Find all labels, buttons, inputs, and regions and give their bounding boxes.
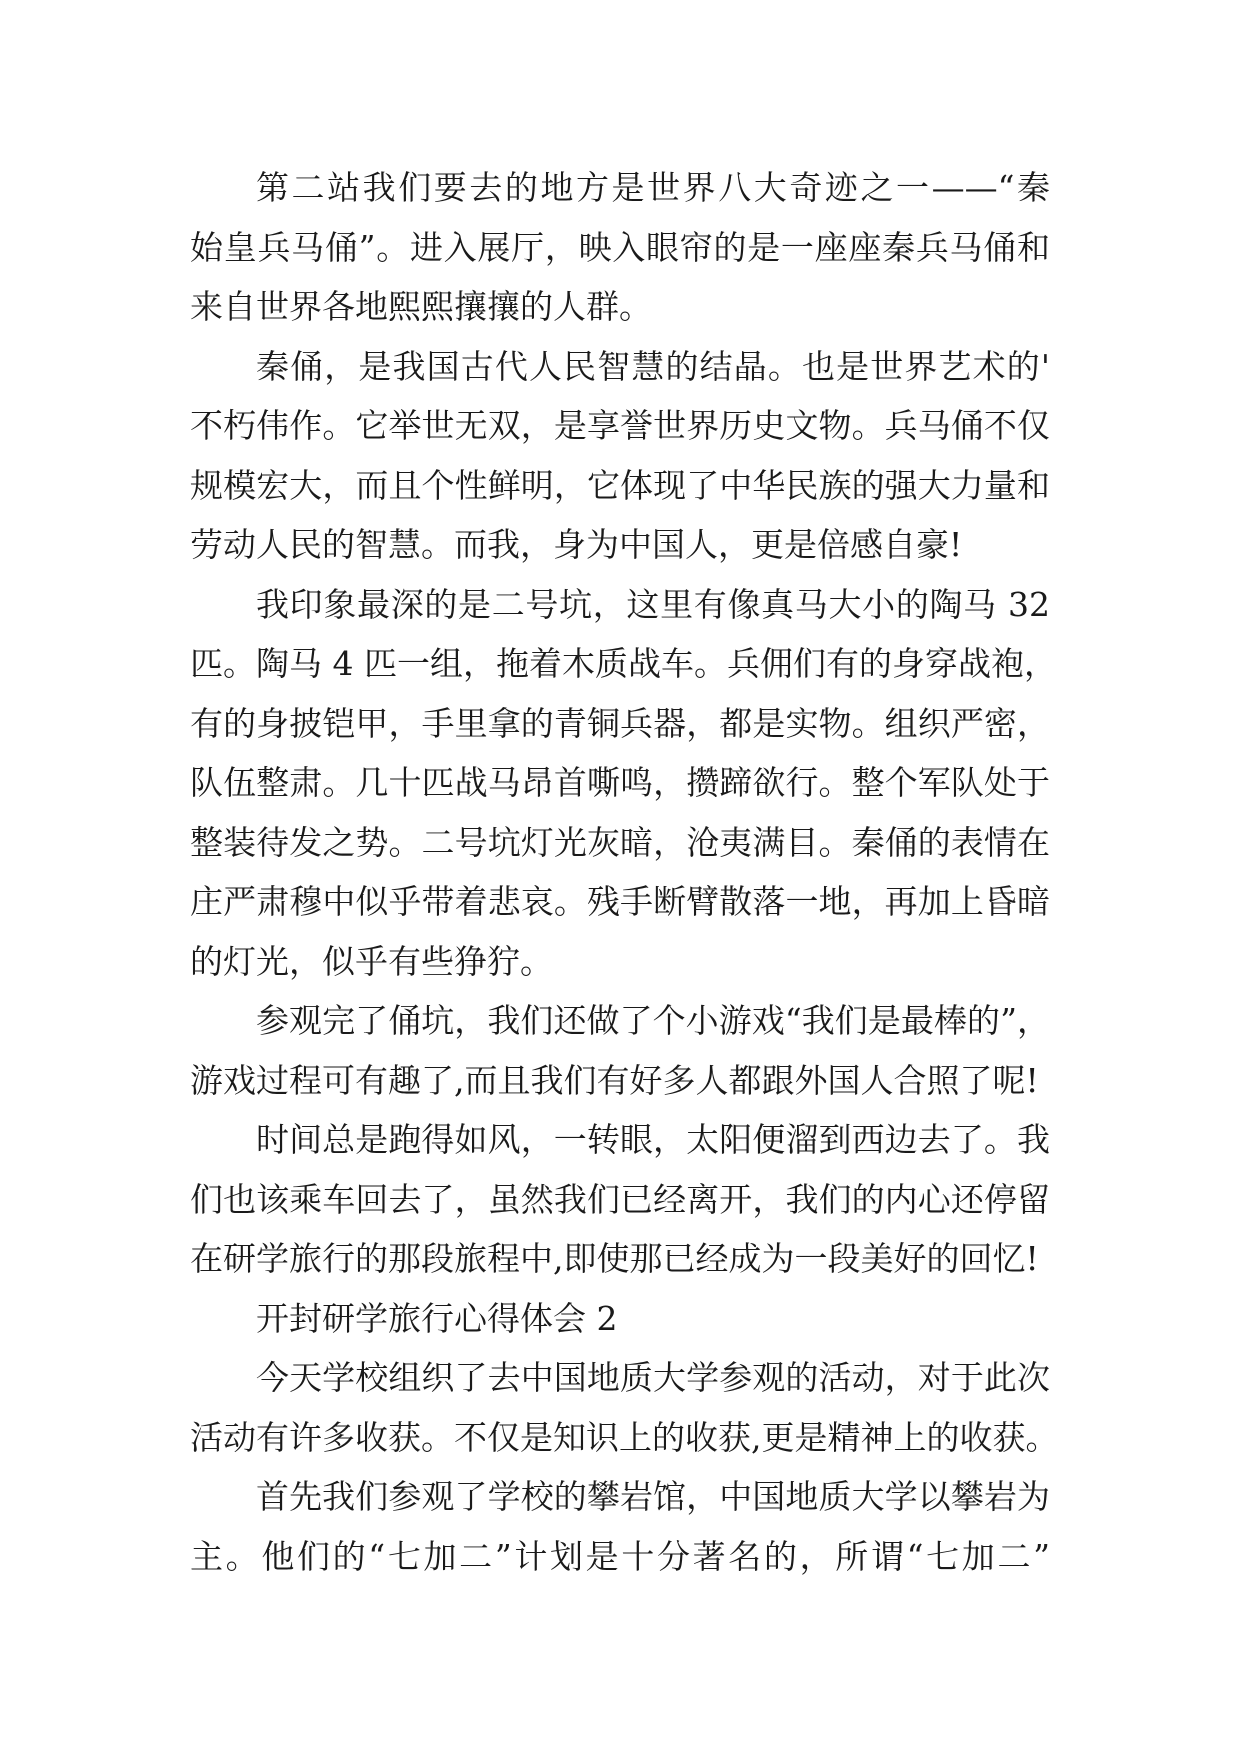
text-line: 的灯光，似乎有些狰狞。 (190, 941, 553, 981)
text-line: 不朽伟作。它举世无双，是享誉世界历史文物。兵马俑不仅 (190, 406, 1050, 445)
text-line: 在研学旅行的那段旅程中,即使那已经成为一段美好的回忆! (190, 1239, 1039, 1278)
text-line: 第二站我们要去的地方是世界八大奇迹之一——“秦 (256, 168, 1050, 207)
text-line: 时间总是跑得如风，一转眼，太阳便溜到西边去了。我 (256, 1120, 1050, 1159)
text-line: 游戏过程可有趣了,而且我们有好多人都跟外国人合照了呢! (190, 1060, 1039, 1100)
text-line: 有的身披铠甲，手里拿的青铜兵器，都是实物。组织严密， (190, 703, 1050, 743)
text-line: 活动有许多收获。不仅是知识上的收获,更是精神上的收获。 (190, 1417, 1059, 1457)
text-line: 我印象最深的是二号坑，这里有像真马大小的陶马 32 (256, 584, 1050, 624)
text-line: 规模宏大，而且个性鲜明，它体现了中华民族的强大力量和 (190, 465, 1050, 505)
text-line: 庄严肃穆中似乎带着悲哀。残手断臂散落一地，再加上昏暗 (190, 882, 1050, 921)
text-line: 今天学校组织了去中国地质大学参观的活动，对于此次 (256, 1358, 1050, 1397)
text-line: 秦俑，是我国古代人民智慧的结晶。也是世界艺术的' (256, 346, 1050, 386)
document-body (190, 158, 1059, 1586)
text-line: 来自世界各地熙熙攘攘的人群。 (190, 287, 652, 326)
text-line: 队伍整肃。几十匹战马昂首嘶鸣，攒蹄欲行。整个军队处于 (190, 763, 1050, 802)
text-line: 开封研学旅行心得体会 2 (256, 1298, 618, 1338)
text-line: 参观完了俑坑，我们还做了个小游戏“我们是最棒的”， (256, 1001, 1050, 1040)
text-line: 整装待发之势。二号坑灯光灰暗，沧夷满目。秦俑的表情在 (190, 822, 1050, 862)
text-line: 主。他们的“七加二”计划是十分著名的，所谓“七加二” (190, 1536, 1050, 1576)
text-line: 劳动人民的智慧。而我，身为中国人，更是倍感自豪! (190, 525, 963, 564)
text-line: 始皇兵马俑”。进入展厅，映入眼帘的是一座座秦兵马俑和 (190, 227, 1050, 267)
text-line: 首先我们参观了学校的攀岩馆，中国地质大学以攀岩为 (256, 1477, 1050, 1516)
text-line: 匹。陶马 4 匹一组，拖着木质战车。兵佣们有的身穿战袍， (190, 644, 1057, 683)
text-line: 们也该乘车回去了，虽然我们已经离开，我们的内心还停留 (190, 1179, 1050, 1219)
